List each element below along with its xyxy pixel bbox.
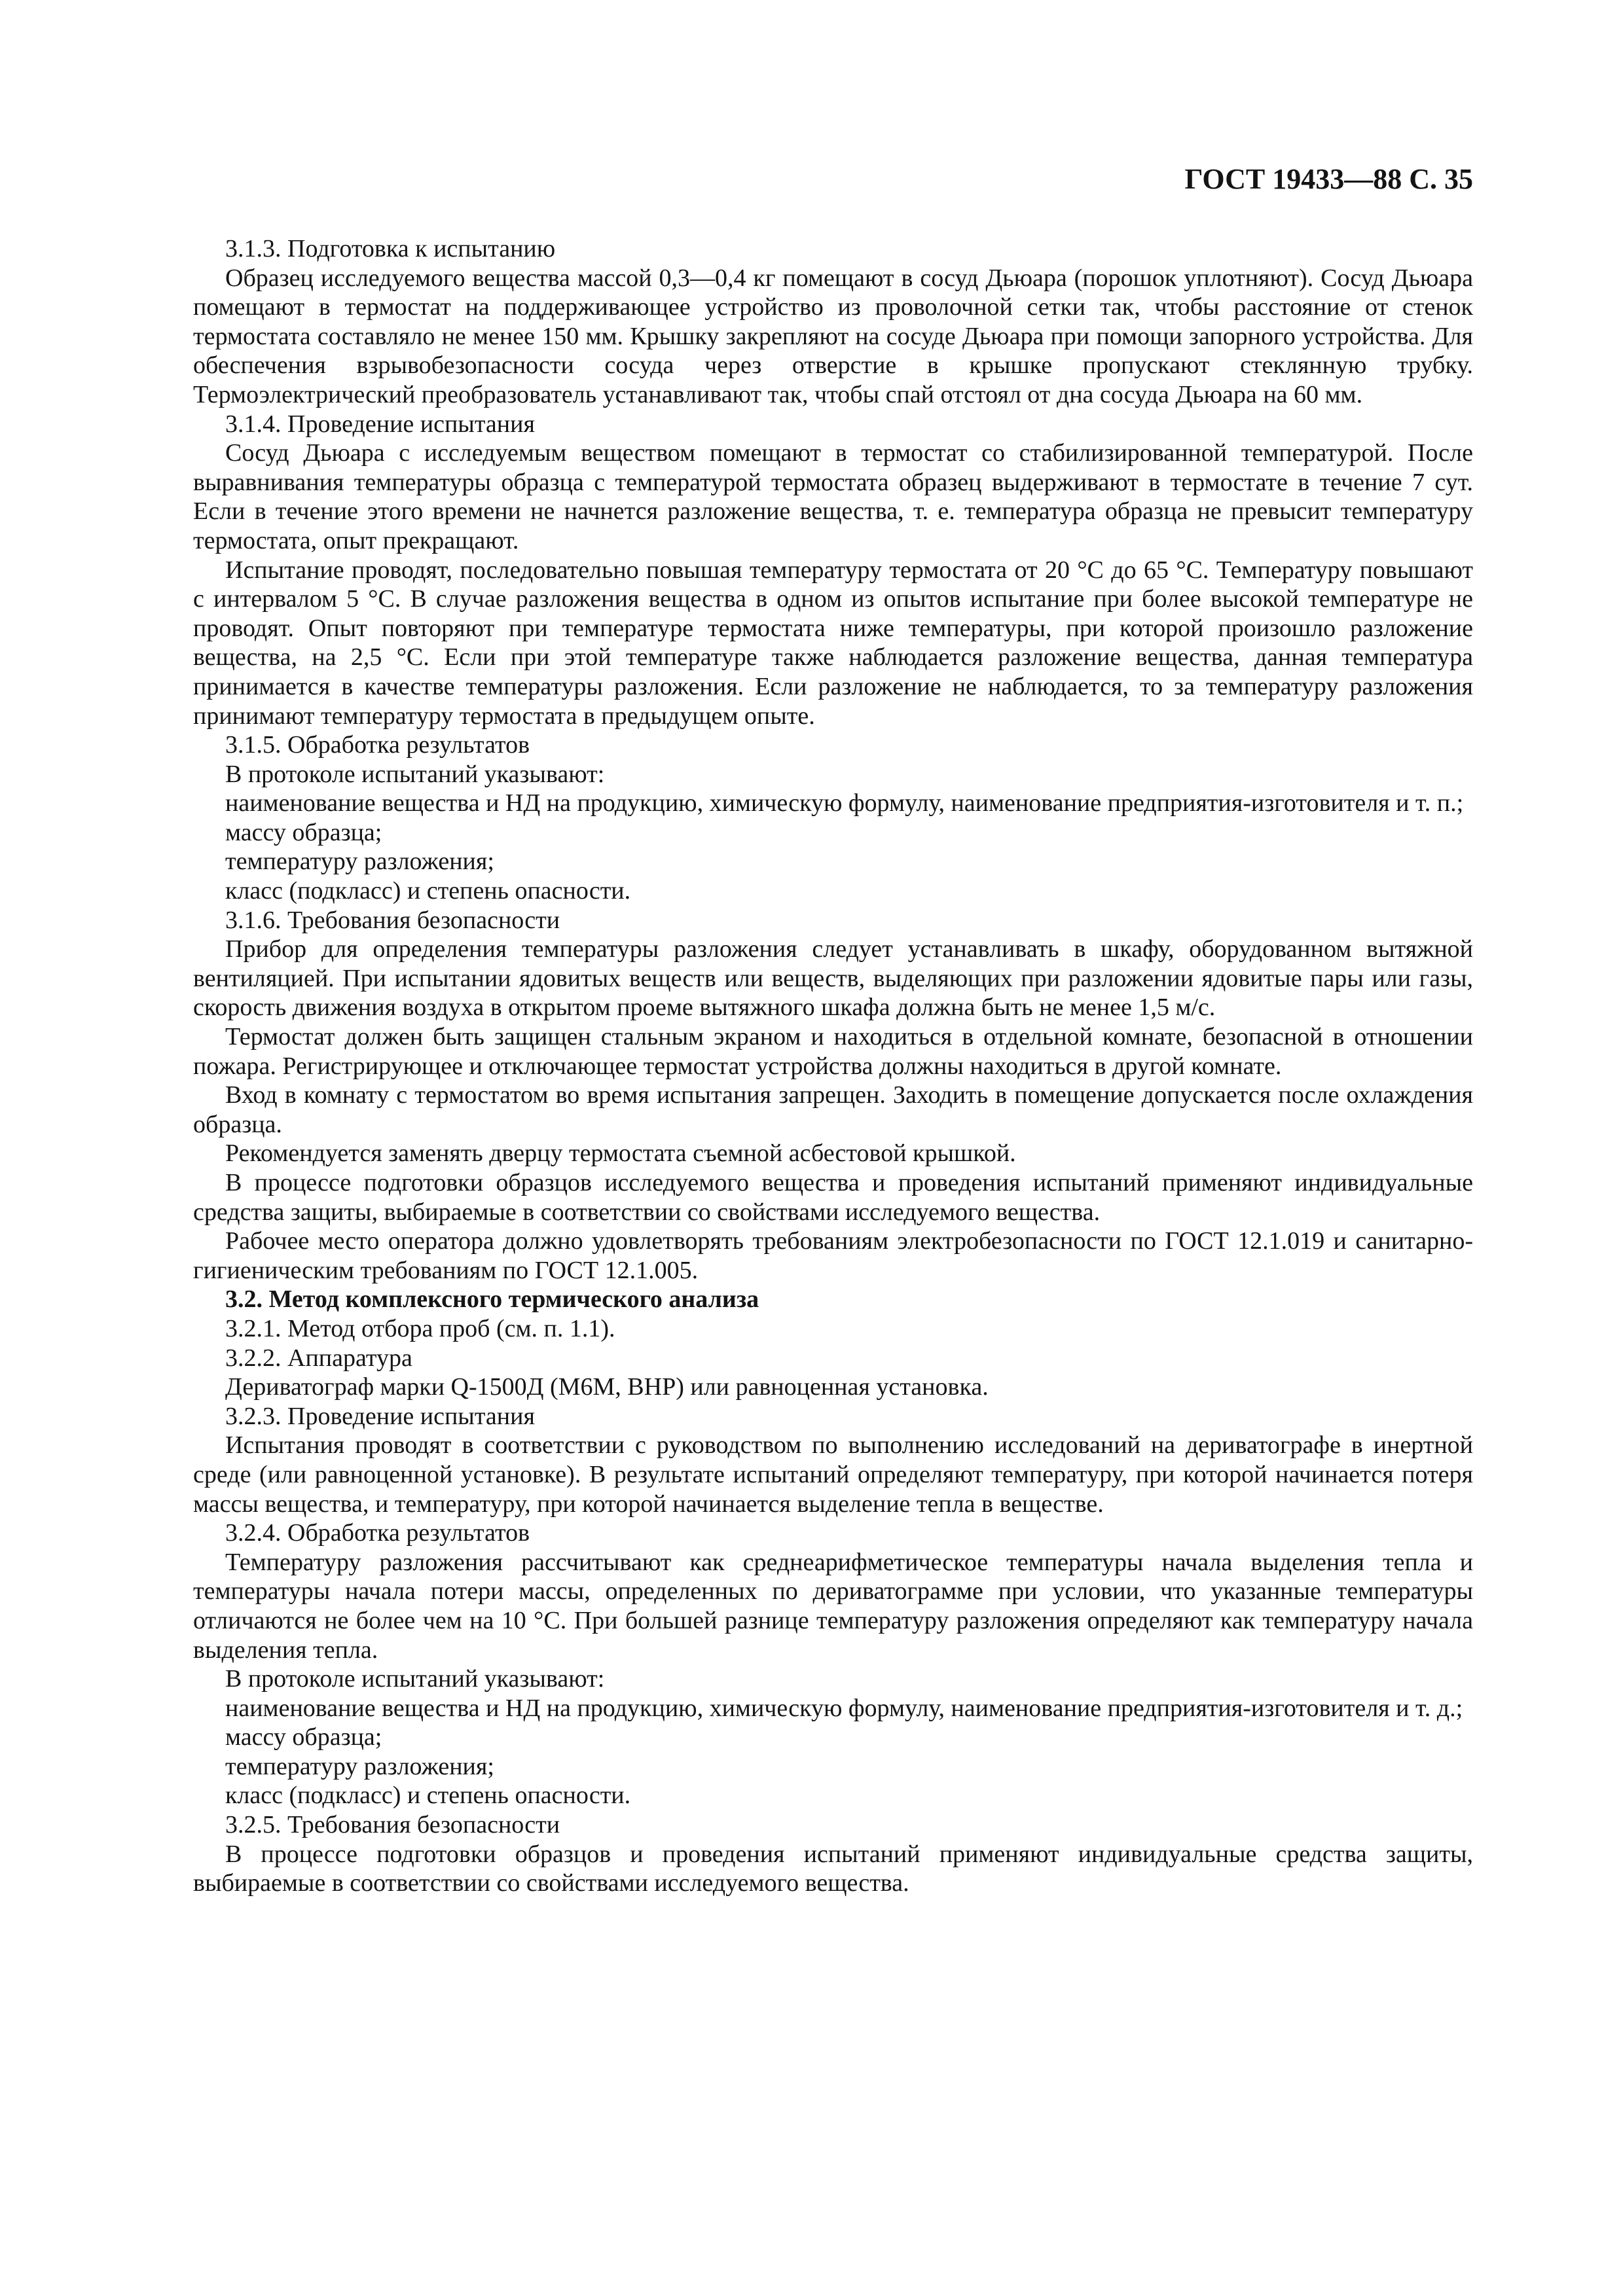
paragraph: 3.1.5. Обработка результатов xyxy=(225,731,530,759)
paragraph: Рекомендуется заменять дверцу термостата съемной асбестовой крышкой. xyxy=(225,1139,1016,1168)
paragraph: Дериватограф марки Q-1500Д (М6М, ВНР) или равноценная установка. xyxy=(225,1373,989,1401)
paragraph: наименование вещества и НД на продукцию, химическую формулу, наименование предприятия-изготовителя и т. п.; xyxy=(225,789,1464,817)
paragraph: температуру разложения; xyxy=(225,1752,494,1780)
paragraph: В процессе подготовки образцов исследуемого вещества и проведения испытаний применяют индивидуальные средства защиты, выбираемые в соответствии со свойствами исследуемого вещества. xyxy=(193,1169,1473,1226)
paragraph: 3.2.3. Проведение испытания xyxy=(225,1402,535,1430)
paragraph: класс (подкласс) и степень опасности. xyxy=(225,1782,631,1810)
document-body xyxy=(193,234,1473,1898)
paragraph: 3.2.2. Аппаратура xyxy=(225,1344,412,1372)
paragraph: класс (подкласс) и степень опасности. xyxy=(225,877,631,905)
paragraph: массу образца; xyxy=(225,818,382,846)
paragraph: Вход в комнату с термостатом во время испытания запрещен. Заходить в помещение допускается после охлаждения образца. xyxy=(193,1081,1473,1138)
paragraph: Испытание проводят, последовательно повышая температуру термостата от 20 °С до 65 °С. Температуру повышают с интервалом 5 °С. В случае разложения вещества в одном из опытов испытание при более высокой температуре не проводят. Опыт повторяют при температуре термостата ниже температуры, при которой произошло разложение вещества, на 2,5 °С. Если при этой температуре также наблюдается разложение вещества, данная температура принимается в качестве температуры разложения. Если разложение не наблюдается, то за температуру разложения принимают температуру термостата в предыдущем опыте. xyxy=(193,556,1473,730)
paragraph: В процессе подготовки образцов и проведения испытаний применяют индивидуальные средства защиты, выбираемые в соответствии со свойствами исследуемого вещества. xyxy=(193,1840,1473,1897)
paragraph: Испытания проводят в соответствии с руководством по выполнению исследований на дериватографе в инертной среде (или равноценной установке). В результате испытаний определяют температуру, при которой начинается потеря массы вещества, и температуру, при которой начинается выделение тепла в веществе. xyxy=(193,1431,1473,1518)
paragraph: 3.1.3. Подготовка к испытанию xyxy=(225,235,556,262)
paragraph: 3.1.6. Требования безопасности xyxy=(225,906,560,934)
paragraph: массу образца; xyxy=(225,1723,382,1751)
paragraph: Температуру разложения рассчитывают как среднеарифметическое температуры начала выделения тепла и температуры начала потери массы, определенных по дериватограмме при условии, что указанные температуры отличаются не более чем на 10 °С. При большей разнице температуру разложения определяют как температуру начала выделения тепла. xyxy=(193,1548,1473,1664)
paragraph: Сосуд Дьюара с исследуемым веществом помещают в термостат со стабилизированной температурой. После выравнивания температуры образца с температурой термостата образец выдерживают в термостате в течение 7 сут. Если в течение этого времени не начнется разложение вещества, т. е. температура образца не превысит температуру термостата, опыт прекращают. xyxy=(193,439,1473,554)
paragraph: Прибор для определения температуры разложения следует устанавливать в шкафу, оборудованном вытяжной вентиляцией. При испытании ядовитых веществ или веществ, выделяющих при разложении ядовитые пары или газы, скорость движения воздуха в открытом проеме вытяжного шкафа должна быть не менее 1,5 м/с. xyxy=(193,935,1473,1022)
page-header: ГОСТ 19433—88 С. 35 xyxy=(1184,163,1473,195)
paragraph: 3.2.5. Требования безопасности xyxy=(225,1811,560,1839)
paragraph: наименование вещества и НД на продукцию, химическую формулу, наименование предприятия-изготовителя и т. д.; xyxy=(225,1694,1463,1722)
paragraph: Термостат должен быть защищен стальным экраном и находиться в отдельной комнате, безопасной в отношении пожара. Регистрирующее и отключающее термостат устройства должны находиться в другой комнате. xyxy=(193,1023,1473,1080)
paragraph: Рабочее место оператора должно удовлетворять требованиям электробезопасности по ГОСТ 12.1.019 и санитарно-гигиеническим требованиям по ГОСТ 12.1.005. xyxy=(193,1227,1473,1284)
paragraph: В протоколе испытаний указывают: xyxy=(225,1665,605,1693)
paragraph: 3.2.1. Метод отбора проб (см. п. 1.1). xyxy=(225,1314,615,1342)
paragraph: Образец исследуемого вещества массой 0,3—0,4 кг помещают в сосуд Дьюара (порошок уплотняют). Сосуд Дьюара помещают в термостат на поддерживающее устройство из проволочной сетки так, чтобы расстояние от стенок термостата составляло не менее 150 мм. Крышку закрепляют на сосуде Дьюара при помощи запорного устройства. Для обеспечения взрывобезопасности сосуда через отверстие в крышке пропускают стеклянную трубку. Термоэлектрический преобразователь устанавливают так, чтобы спай отстоял от дна сосуда Дьюара на 60 мм. xyxy=(193,264,1473,408)
paragraph: В протоколе испытаний указывают: xyxy=(225,760,605,788)
paragraph: температуру разложения; xyxy=(225,848,494,876)
paragraph: 3.1.4. Проведение испытания xyxy=(225,410,535,438)
section-heading: 3.2. Метод комплексного термического анализа xyxy=(225,1285,759,1314)
paragraph: 3.2.4. Обработка результатов xyxy=(225,1519,530,1547)
